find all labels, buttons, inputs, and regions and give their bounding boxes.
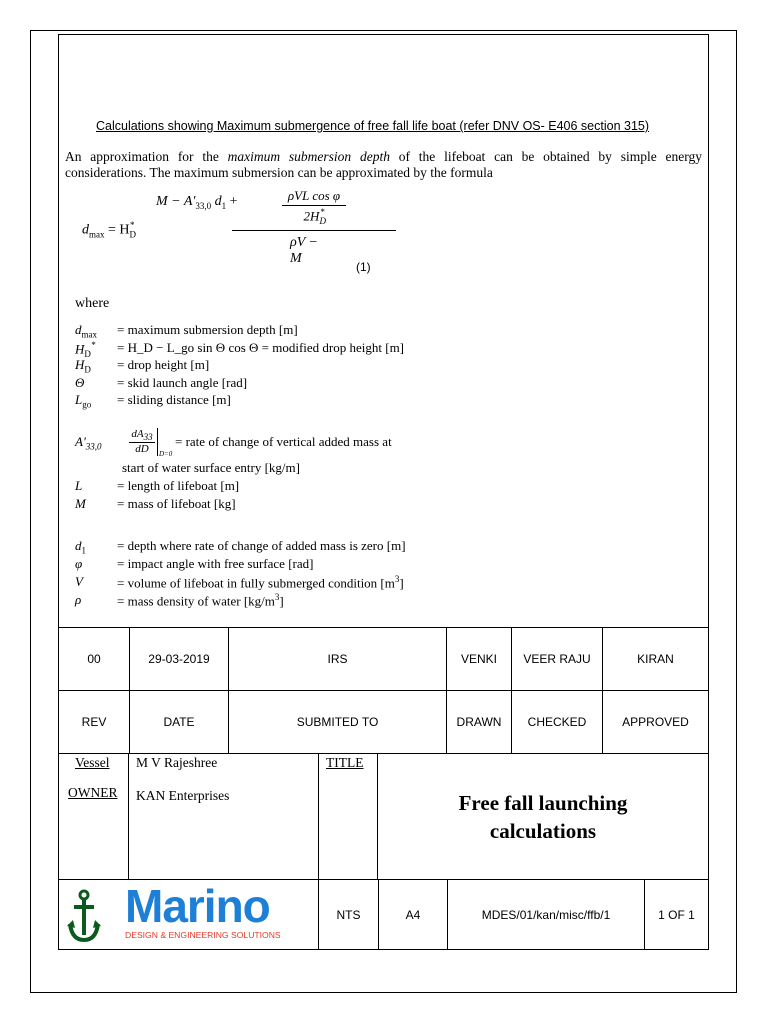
formula-num-b-sub: 1 <box>221 200 227 211</box>
definitions-list-3 <box>75 538 455 610</box>
definition-symbol: $d_{max}$ <box>75 322 97 340</box>
formula-frac-den: 2H <box>303 208 320 224</box>
definition-3-symbol: ρ <box>75 592 82 607</box>
definition-3-text: = volume of lifeboat in fully submerged condition $[m^3]$ <box>117 574 404 591</box>
info-block <box>58 753 709 880</box>
definition-text: = H_D − L_go sin Θ cos Θ = modified drop height [m] <box>117 339 405 355</box>
definition-3-row <box>75 556 455 574</box>
title-label: TITLE <box>326 755 364 770</box>
logo-tagline: DESIGN & ENGINEERING SOLUTIONS <box>125 930 281 940</box>
formula-lhs-sub: max <box>89 229 105 240</box>
approved-value: KIRAN <box>603 628 709 691</box>
formula-h-sup: * <box>130 220 135 230</box>
scale-cell: NTS <box>319 880 379 950</box>
size-cell: A4 <box>379 880 448 950</box>
formula-eq: = H <box>104 222 130 238</box>
definition-symbol: $L_{go}$ <box>75 392 92 410</box>
revision-table <box>58 627 709 754</box>
value-divider <box>318 753 319 880</box>
definition-3-symbol: V <box>75 574 83 589</box>
submitted-to-header: SUBMITED TO <box>229 691 447 754</box>
definition-2-text: = mass of lifeboat [kg] <box>117 495 236 511</box>
formula-frac-num: ρVL cos φ <box>287 188 341 203</box>
label-divider <box>128 753 129 880</box>
logo-name: Marino <box>125 880 270 932</box>
definition-row <box>75 375 455 393</box>
definitions-list <box>75 322 435 412</box>
checked-header: CHECKED <box>512 691 603 754</box>
footer-table <box>58 879 709 950</box>
where-label: where <box>75 296 110 311</box>
added-mass-sub: 33,0 <box>85 441 102 452</box>
drawn-value: VENKI <box>447 628 512 691</box>
definition-row <box>75 340 455 358</box>
calculation-heading: Calculations showing Maximum submergence of free fall life boat (refer DNV OS- E406 section 315) <box>96 119 650 133</box>
definition-3-text: = depth where rate of change of added mass is zero [m] <box>117 538 406 553</box>
vessel-label: Vessel <box>75 755 110 770</box>
drawing-title <box>378 789 708 845</box>
definition-symbol: $H_D^*$ <box>75 339 96 359</box>
definition-text: = drop height [m] <box>117 357 210 372</box>
rev-value: 00 <box>59 628 130 691</box>
date-header: DATE <box>130 691 229 754</box>
sheet-number: 1 OF 1 <box>645 880 709 950</box>
rev-header: REV <box>59 691 130 754</box>
approved-header: APPROVED <box>603 691 709 754</box>
definition-3-symbol: $d_1$ <box>75 538 86 556</box>
definition-symbol: $H_D$ <box>75 357 91 375</box>
formula-lhs: d <box>82 222 89 238</box>
definition-3-text: = impact angle with free surface [rad] <box>117 556 314 571</box>
title-line-1: Free fall launching <box>458 791 628 815</box>
owner-label: OWNER <box>68 785 118 800</box>
definition-symbol: Θ <box>75 374 85 390</box>
equation-number: (1) <box>356 260 371 274</box>
formula-denominator: ρV − M <box>290 235 318 266</box>
deriv-num: dA <box>131 428 144 440</box>
added-mass-definition <box>75 428 455 476</box>
drawn-header: DRAWN <box>447 691 512 754</box>
added-mass-sym: A' <box>75 434 86 449</box>
definition-2-symbol: M <box>75 495 86 511</box>
formula-num-c: + <box>226 194 238 209</box>
definition-2-row <box>75 496 455 514</box>
deriv-den: dD <box>135 443 149 456</box>
definition-row <box>75 322 455 340</box>
definition-2-symbol: L <box>75 478 83 493</box>
logo-cell <box>59 880 319 950</box>
formula-frac-den-sub: D <box>319 215 326 226</box>
definition-text: = skid launch angle [rad] <box>117 374 248 390</box>
intro-paragraph <box>65 149 702 181</box>
date-value: 29-03-2019 <box>130 628 229 691</box>
checked-value: VEER RAJU <box>512 628 603 691</box>
formula-num-a-sub: 33,0 <box>195 200 212 211</box>
formula-num-b: d <box>211 194 222 209</box>
definition-2-text: = length of lifeboat [m] <box>117 478 240 493</box>
definition-3-row <box>75 574 455 592</box>
definition-row <box>75 357 455 375</box>
eval-point: D=0 <box>159 450 173 458</box>
definition-3-symbol: φ <box>75 556 83 571</box>
added-mass-cont: start of water surface entry [kg/m] <box>122 460 300 475</box>
definition-text: = maximum submersion depth [m] <box>117 322 298 337</box>
intro-text-1: An approximation for the <box>65 149 228 164</box>
intro-text-2: of the lifeboat can be obtained by simple energy considerations. The maximum submersion can be approximated by the formula <box>65 149 702 180</box>
owner-value: KAN Enterprises <box>136 788 230 803</box>
formula-h-sub: D <box>129 229 137 240</box>
submitted-to-value: IRS <box>229 628 447 691</box>
added-mass-text: = rate of change of vertical added mass at <box>175 434 392 449</box>
definition-3-row <box>75 592 455 610</box>
formula-fraction-bar <box>232 230 396 231</box>
vessel-value: M V Rajeshree <box>136 755 218 770</box>
intro-emphasis: maximum submersion depth <box>227 149 390 164</box>
definition-3-text: = mass density of water $[kg/m^3]$ <box>117 592 284 609</box>
formula-num-a: M − A' <box>156 194 196 209</box>
document-number: MDES/01/kan/misc/ffb/1 <box>448 880 645 950</box>
definition-2-row <box>75 478 455 496</box>
deriv-num-sub: 33 <box>143 432 153 443</box>
definition-row <box>75 392 455 410</box>
definitions-list-2 <box>75 478 435 514</box>
title-line-2: calculations <box>489 819 597 843</box>
definition-text: = sliding distance [m] <box>117 392 231 407</box>
definition-3-row <box>75 538 455 556</box>
formula-frac-den-sup: * <box>319 207 325 217</box>
eval-bar <box>157 428 158 456</box>
formula <box>82 188 341 266</box>
anchor-icon <box>67 888 101 944</box>
company-logo <box>125 880 281 948</box>
